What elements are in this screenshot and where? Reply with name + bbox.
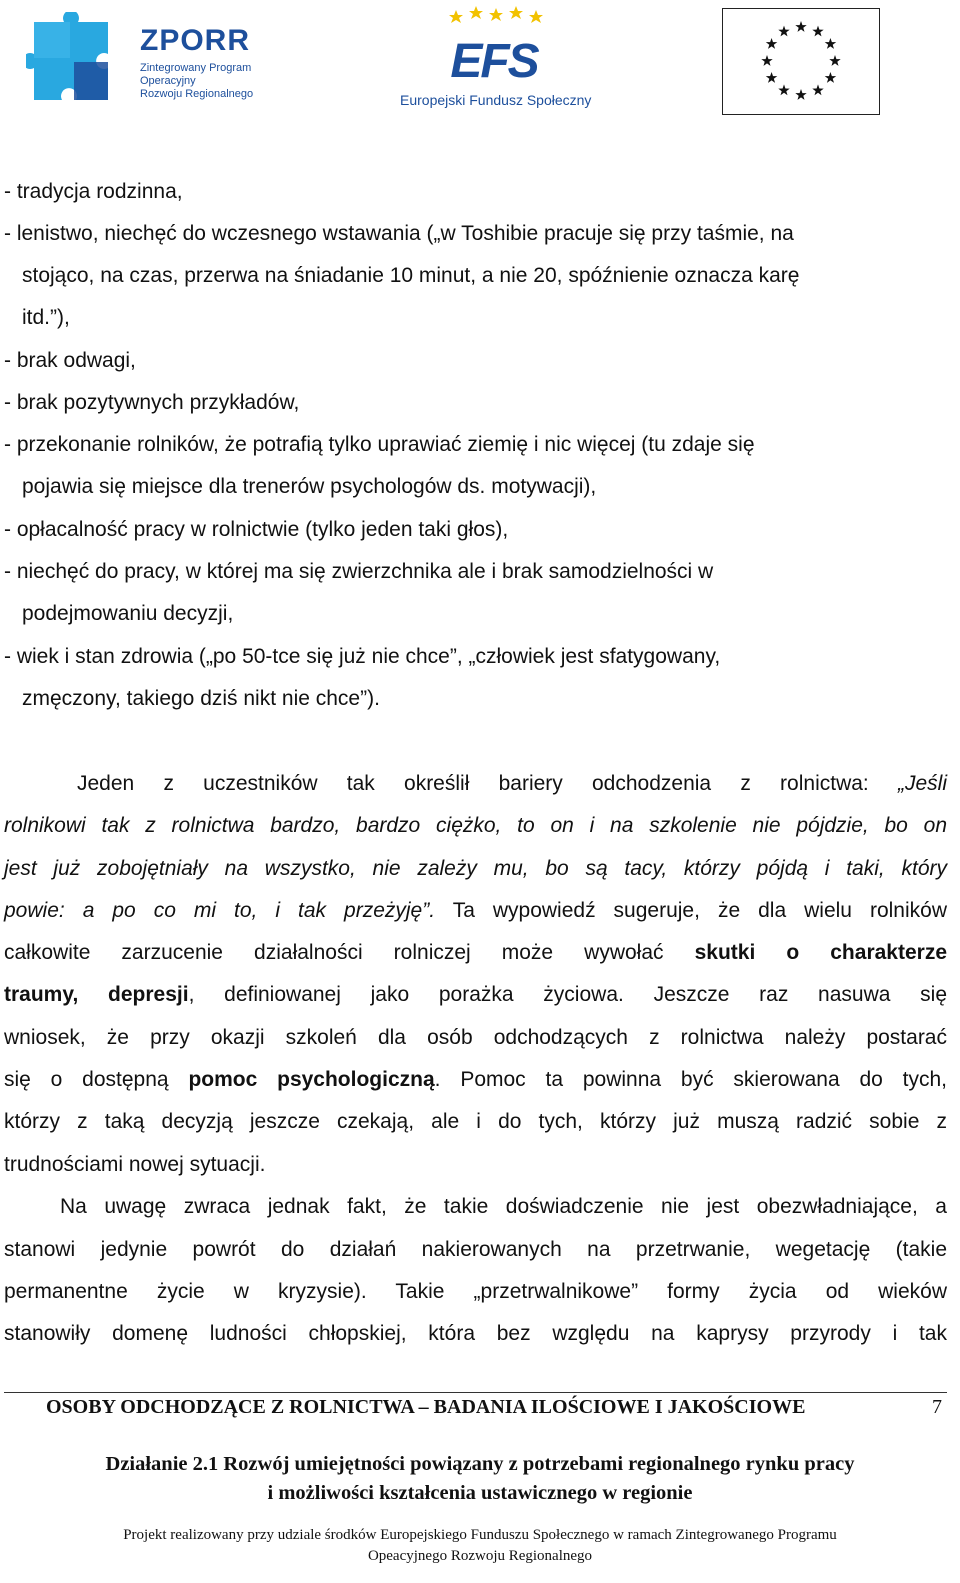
project-line: Opeacyjnego Rozwoju Regionalnego [367, 1548, 593, 1564]
text-span: się o dostępną [4, 1068, 169, 1091]
paragraph-line: wniosek, że przy okazji szkoleń dla osób odchodzących z rolnictwa należy postarać [4, 1026, 947, 1049]
list-item-line: zmęczony, takiego dziś nikt nie chce”). [22, 687, 380, 710]
eu-star-icon [825, 38, 837, 49]
zporr-sub-line: Rozwoju Regionalnego [140, 88, 254, 100]
list-item-line: itd.”), [22, 306, 70, 329]
efs-name: EFS [450, 35, 538, 88]
footer-divider [4, 1392, 947, 1393]
action-line: i możliwości kształcenia ustawicznego w regionie [267, 1482, 693, 1504]
action-line: Działanie 2.1 Rozwój umiejętności powiązany z potrzebami regionalnego rynku pracy [105, 1453, 855, 1475]
quote-span: powie: a po co mi to, i tak przeżyję”. [4, 899, 436, 922]
page-number: 7 [932, 1396, 942, 1418]
bold-span: traumy, depresji [4, 983, 189, 1006]
eu-flag-icon [723, 9, 879, 114]
action-heading [0, 1450, 960, 1508]
project-note [0, 1525, 960, 1567]
eu-flag [722, 8, 880, 115]
list-item-line: - tradycja rodzinna, [4, 180, 183, 203]
quote-line: jest już zobojętniały na wszystko, nie zależy mu, bo są tacy, którzy pójdą i taki, który [4, 857, 947, 880]
list-item-line: - brak odwagi, [4, 349, 136, 372]
eu-star-icon [825, 72, 837, 83]
quote-line: rolnikowi tak z rolnictwa bardzo, bardzo ciężko, to on i na szkolenie nie pójdzie, bo on [4, 814, 947, 837]
paragraph-line: stanowi jedynie powrót do działań nakierowanych na przetrwanie, wegetację (takie [4, 1238, 947, 1261]
text-span: Ta wypowiedź sugeruje, że dla wielu rolników [452, 899, 947, 922]
bold-span: skutki o charakterze [694, 941, 947, 964]
bold-span: pomoc psychologiczną [188, 1068, 435, 1091]
list-item-line: - wiek i stan zdrowia („po 50-tce się już nie chce”, „człowiek jest sfatygowany, [4, 645, 721, 668]
text-span: Jeden z uczestników tak określił bariery odchodzenia z rolnictwa: [77, 772, 869, 795]
list-item-line: - brak pozytywnych przykładów, [4, 391, 300, 414]
list-item-line: - lenistwo, niechęć do wczesnego wstawania („w Toshibie pracuje się przy taśmie, na [4, 222, 794, 245]
eu-star-icon [778, 26, 789, 37]
paragraph-line [4, 1068, 947, 1092]
eu-star-icon [795, 89, 806, 100]
paragraph-line: Na uwagę zwraca jednak fakt, że takie doświadczenie nie jest obezwładniające, a [60, 1195, 947, 1218]
eu-star-icon [812, 26, 823, 37]
project-line: Projekt realizowany przy udziale środków Europejskiego Funduszu Społecznego w ramach Zintegrowanego Programu [123, 1527, 837, 1543]
eu-star-icon [761, 55, 772, 66]
zporr-sub-line: Operacyjny [140, 75, 196, 87]
list-item-line: - niechęć do pracy, w której ma się zwierzchnika ale i brak samodzielności w [4, 560, 714, 583]
text-span: , definiowanej jako porażka życiowa. Jeszcze raz nasuwa się [188, 983, 948, 1006]
paragraph-line: którzy z taką decyzją jeszcze czekają, ale i do tych, którzy już muszą radzić sobie z [4, 1110, 947, 1133]
paragraph-line [77, 772, 947, 796]
list-item-line: podejmowaniu decyzji, [22, 602, 234, 625]
footer-title: OSOBY ODCHODZĄCE Z ROLNICTWA – BADANIA ILOŚCIOWE I JAKOŚCIOWE [46, 1396, 806, 1418]
stars-icon [446, 6, 546, 30]
zporr-subtitle [140, 62, 280, 101]
eu-star-icon [829, 55, 840, 66]
paragraph-line: stanowiły domenę ludności chłopskiej, która bez względu na kaprysy przyrody i tak [4, 1322, 947, 1345]
list-item-line: stojąco, na czas, przerwa na śniadanie 10 minut, a nie 20, spóźnienie oznacza karę [22, 264, 800, 287]
paragraph-line [4, 941, 947, 965]
efs-logo [400, 4, 590, 116]
zporr-logo [26, 12, 266, 107]
paragraph-line: trudnościami nowej sytuacji. [4, 1153, 266, 1176]
header-logos [0, 0, 960, 125]
zporr-name: ZPORR [140, 24, 250, 57]
paragraph-line: permanentne życie w kryzysie). Takie „przetrwalnikowe” formy życia od wieków [4, 1280, 947, 1303]
text-span: . Pomoc ta powinna być skierowana do tych, [434, 1068, 948, 1091]
eu-star-icon [795, 21, 806, 32]
quote-span: „Jeśli [897, 772, 947, 795]
list-item-line: pojawia się miejsce dla trenerów psychologów ds. motywacji), [22, 475, 597, 498]
text-span: całkowite zarzucenie działalności rolniczej może wywołać [4, 941, 664, 964]
paragraph-line [4, 899, 947, 923]
zporr-sub-line: Zintegrowany Program [140, 62, 252, 74]
efs-subtitle: Europejski Fundusz Społeczny [400, 92, 592, 108]
paragraph-line [4, 983, 947, 1007]
puzzle-icon [26, 12, 121, 107]
list-item-line: - opłacalność pracy w rolnictwie (tylko jeden taki głos), [4, 518, 509, 541]
eu-star-icon [778, 84, 789, 95]
eu-star-icon [766, 38, 778, 49]
eu-star-icon [766, 72, 778, 83]
list-item-line: - przekonanie rolników, że potrafią tylko uprawiać ziemię i nic więcej (tu zdaje się [4, 433, 755, 456]
eu-star-icon [812, 84, 823, 95]
